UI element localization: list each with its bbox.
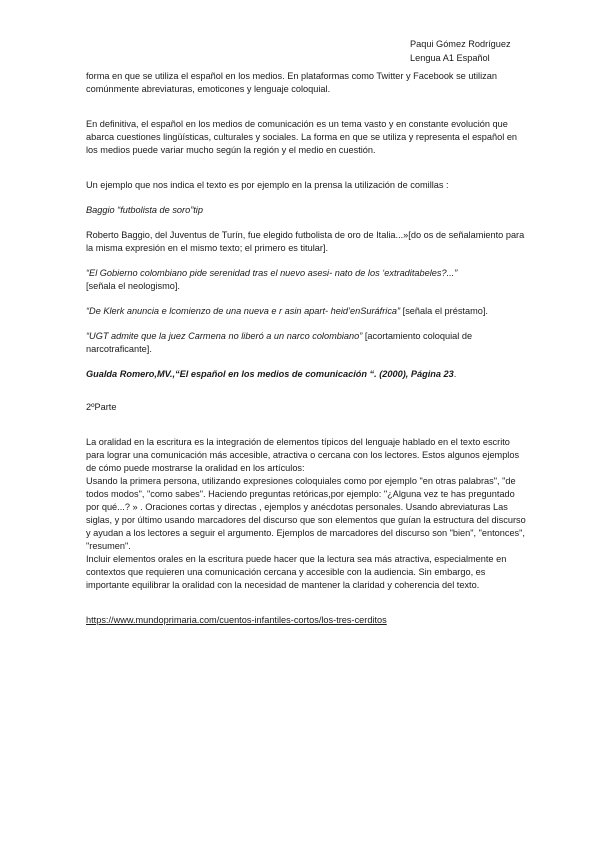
quote-de-klerk: “De Klerk anuncia e lcomienzo de una nueva e r asin apart- heid’enSuráfrica” xyxy=(86,306,401,316)
example-ugt xyxy=(86,330,526,356)
document-header xyxy=(410,37,511,65)
note-neologism: [señala el neologismo]. xyxy=(86,281,180,291)
quote-ugt: “UGT admite que la juez Carmena no liberó a un narco colombiano” xyxy=(86,331,363,341)
citation-text: Gualda Romero,MV.,“El español en los medios de comunicación “. (2000), Página 23 xyxy=(86,369,454,379)
author-name: Paqui Gómez Rodríguez xyxy=(410,39,511,49)
paragraph-orality-benefits: Incluir elementos orales en la escritura puede hacer que la lectura sea más atractiva, especialmente en contextos que requieren una comunicación cercana y accesible con la audiencia. Sin embargo, es importante equilibrar la oralidad con la necesidad de mantener la claridad y coherencia del texto. xyxy=(86,554,507,590)
citation-period: . xyxy=(453,369,457,379)
note-abbreviation: [acortamiento coloquial de narcotraficante]. xyxy=(86,331,473,354)
example-colombia xyxy=(86,267,526,293)
paragraph-media-platforms: forma en que se utiliza el español en los medios. En plataformas como Twitter y Facebook se utilizan comúnmente abreviaturas, emoticones y lenguaje coloquial. xyxy=(86,71,497,94)
course-name: Lengua A1 Español xyxy=(410,53,490,63)
document-body xyxy=(86,70,526,639)
reference-link[interactable]: https://www.mundoprimaria.com/cuentos-infantiles-cortos/los-tres-cerditos xyxy=(86,615,387,625)
section-title: 2ºParte xyxy=(86,402,117,412)
paragraph-conclusion: En definitiva, el español en los medios de comunicación es un tema vasto y en constante evolución que abarca cuestiones lingüísticas, culturales y sociales. La forma en que se utiliza y representa el español en los medios puede variar mucho según la región y el medio en cuestión. xyxy=(86,119,518,155)
paragraph-baggio: Roberto Baggio, del Juventus de Turín, fue elegido futbolista de oro de Italia...»[do os de señalamiento para la misma expresión en el mismo texto; el primero es titular]. xyxy=(86,230,525,253)
example-de-klerk xyxy=(86,305,526,318)
paragraph-example-intro: Un ejemplo que nos indica el texto es por ejemplo en la prensa la utilización de comillas : xyxy=(86,180,449,190)
paragraph-orality-examples: Usando la primera persona, utilizando expresiones coloquiales como por ejemplo "en otras palabras", "de todos modos", "como sabes". Haciendo preguntas retóricas,por ejemplo: "¿Alguna vez te has preguntado por qué...? » . Oraciones cortas y directas , ejemplos y anécdotas personales. Usando abreviaturas Las siglas, y por último usando marcadores del discurso que son elementos que guían la estructura del discurso y ayudan a los lectores a seguir el argumento. Ejemplos de marcadores del discurso son "bien", "entonces", "resumen". xyxy=(86,476,526,551)
citation xyxy=(86,368,526,381)
quote-colombia: “El Gobierno colombiano pide serenidad tras el nuevo asesi- nato de los ‘extraditabeles?...” xyxy=(86,268,458,278)
paragraph-orality-definition: La oralidad en la escritura es la integración de elementos típicos del lenguaje hablado en el texto escrito para lograr una comunicación más accesible, atractiva o cercana con los lectores. Estos algunos ejemplos de cómo puede mostrarse la oralidad en los artículos: xyxy=(86,437,520,473)
example-headline-baggio: Baggio “futbolista de soro”tip xyxy=(86,205,203,215)
reference-link-wrapper xyxy=(86,614,526,627)
note-loanword: [señala el préstamo]. xyxy=(402,306,488,316)
